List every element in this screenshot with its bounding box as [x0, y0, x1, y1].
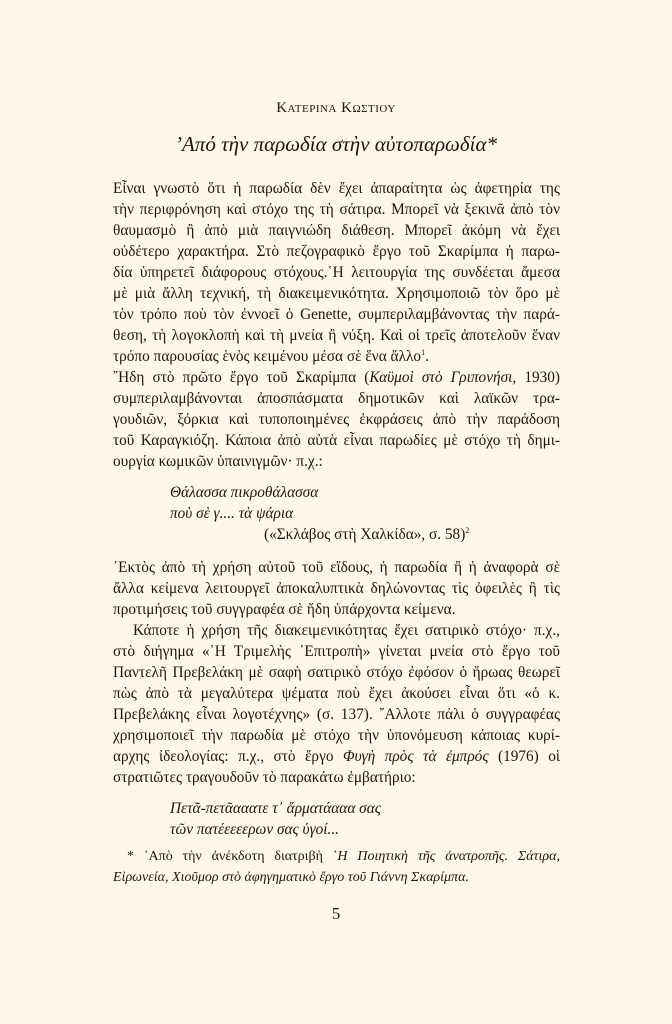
thesis-title: ῾Η Ποιητικὴ τῆς ἀνατροπῆς. Σάτιρα, [332, 849, 560, 864]
footnote [113, 846, 560, 888]
paragraph-2 [113, 367, 560, 472]
verse-line: Θάλασσα πικροθάλασσα [170, 484, 319, 501]
text-line: ἄλλα κείμενα λειτουργεῖ ἀποκαλυπτικὰ δηλώνοντας τὶς ὀφειλὲς ἢ τὶς [113, 580, 560, 597]
text-line: γουδιῶν, ξόρκια καὶ τυποποιημένες ἐκφράσεις ἀπὸ τὴν παράδοση [113, 411, 560, 428]
text-line: πὼς ἀπὸ τὰ μεγαλύτερα ψέματα ποὺ ἔχει ἀκούσει εἶναι ὅτι «ὁ κ. [113, 685, 560, 702]
work-title: Φυγὴ πρὸς τὰ ἐμπρός [342, 748, 489, 765]
text-line: Παντελῆ Πρεβελάκη μὲ σαφὴ σατιρικὸ στόχο ἐφόσον ὁ ἥρωας θεωρεῖ [113, 664, 560, 681]
text: ῎Ηδη στὸ πρῶτο ἔργο τοῦ Σκαρίμπα ( [113, 369, 370, 386]
paragraph-1 [113, 178, 560, 367]
text-line: τὴν περιφρόνηση καὶ στόχο της τὴ σάτιρα. Μπορεῖ νὰ ξεκινᾶ ἀπὸ τὸν [113, 201, 560, 218]
text-line: θεση, τὴ λογοκλοπὴ καὶ τὴ μνεία ἢ νύξη. Καὶ οἱ τρεῖς ἀποτελοῦν ἕναν [113, 327, 560, 344]
text-line: στρατιῶτες τραγουδοῦν τὸ παρακάτω ἐμβατήριο: [113, 769, 416, 786]
footnote-line [113, 867, 560, 888]
text-line: θαυμασμὸ ἢ ἀπὸ μιὰ παιγνιώδη διάθεση. Μπορεῖ ἀκόμη νὰ ἔχει [113, 222, 560, 239]
article-body [113, 178, 560, 852]
text-line: χρησιμοποιεῖ τὴν παρωδία μὲ στόχο τὴν ὑπονόμευση κάποιας κυρί- [113, 727, 560, 744]
text-line: Κάποτε ἡ χρήση τῆς διακειμενικότητας ἔχει σατιρικὸ στόχο· π.χ., [133, 622, 560, 639]
text-line: Πρεβελάκης εἶναι λογοτέχνης» (σ. 137). ῎Αλλοτε πάλι ὁ συγγραφέας [113, 706, 560, 723]
text-line: δία ὑπηρετεῖ διάφορους στόχους.῾Η λειτουργία της συνδέεται ἄμεσα [113, 264, 560, 281]
text-line: μὲ μιὰ ἄλλη τεχνική, τὴ διακειμενικότητα. Χρησιμοποιῶ τὸν ὅρο μὲ [113, 285, 560, 302]
verse-line: Πετᾶ-πετᾶααατε τ᾿ ἄρματάααα σας [170, 800, 381, 817]
text-line [113, 367, 560, 388]
text-line: τὸν τρόπο ποὺ τὸν ἐννοεῖ ὁ Genette, συμπεριλαμβάνοντας τὴν παρά- [113, 306, 560, 323]
paragraph-3 [113, 557, 560, 620]
text: . [425, 348, 429, 365]
text-line: Εἶναι γνωστὸ ὅτι ἡ παρωδία δὲν ἔχει ἀπαραίτητα ὡς ἀφετηρία της [113, 180, 560, 197]
work-title: Καϋμοὶ στὸ Γριπονήσι [369, 369, 513, 386]
author-name: Κατερινα Κωστιου [276, 100, 396, 116]
text-line: προτιμήσεις τοῦ συγγραφέα σὲ ἤδη ὑπάρχοντα κείμενα. [113, 601, 456, 618]
text: τρόπο παρουσίας ἑνὸς κειμένου μέσα σὲ ἕνα ἄλλο [113, 348, 422, 365]
text-line: ᾿Εκτὸς ἀπὸ τὴ χρήση αὐτοῦ τοῦ εἴδους, ἡ παρωδία ἢ ἡ ἀναφορὰ σὲ [113, 559, 560, 576]
article-title: ’Από τὴν παρωδία στὴν αὐτοπαρωδία* [174, 132, 498, 156]
text-line: οὐδέτερο χαρακτήρα. Στὸ πεζογραφικὸ ἔργο τοῦ Σκαρίμπα ἡ παρω- [113, 243, 560, 260]
text: αρχης ἰδεολογίας: π.χ., στὸ ἔργο [113, 748, 343, 765]
text: («Σκλάβος στὴ Χαλκίδα», σ. 58) [264, 526, 466, 543]
page-number: 5 [331, 904, 341, 923]
thesis-title: Εἰρωνεία, Χιοῦμορ στὸ ἀφηγηματικὸ ἔργο τοῦ Γιάννη Σκαρίμπα. [113, 870, 469, 885]
verse-citation [170, 524, 560, 545]
text: (1976) οἱ [488, 748, 560, 765]
text-line: συμπεριλαμβάνονται ἀποσπάσματα δημοτικῶν καὶ λαϊκῶν τρα- [113, 390, 560, 407]
paragraph-4 [113, 620, 560, 788]
footnote-line [113, 846, 560, 867]
verse-quote-2 [113, 798, 560, 840]
text-line: τοῦ Καραγκιόζη. Κάποια ἀπὸ αὐτὰ εἶναι παρωδίες μὲ στόχο τὴ δημι- [113, 432, 560, 449]
verse-line: τῶν πατέεεεερων σας ὑγοί... [170, 821, 339, 838]
text-line [113, 746, 560, 767]
verse-line: ποὺ σὲ γ.... τὰ ψάρια [170, 505, 294, 522]
text: , 1930) [512, 369, 561, 386]
verse-quote-1 [113, 482, 560, 545]
text-line: στὸ διήγημα «῾Η Τριμελὴς ᾿Επιτροπὴ» γίνεται μνεία στὸ ἔργο τοῦ [113, 643, 560, 660]
footnote-ref-2[interactable]: 2 [465, 525, 470, 535]
text-line: ουργία κωμικῶν ὑπαινιγμῶν· π.χ.: [113, 453, 323, 470]
text-line [113, 346, 560, 367]
footnote-ref-1[interactable]: 1 [421, 347, 426, 357]
text: * ᾿Απὸ τὴν ἀνέκδοτη διατριβὴ [127, 849, 333, 864]
